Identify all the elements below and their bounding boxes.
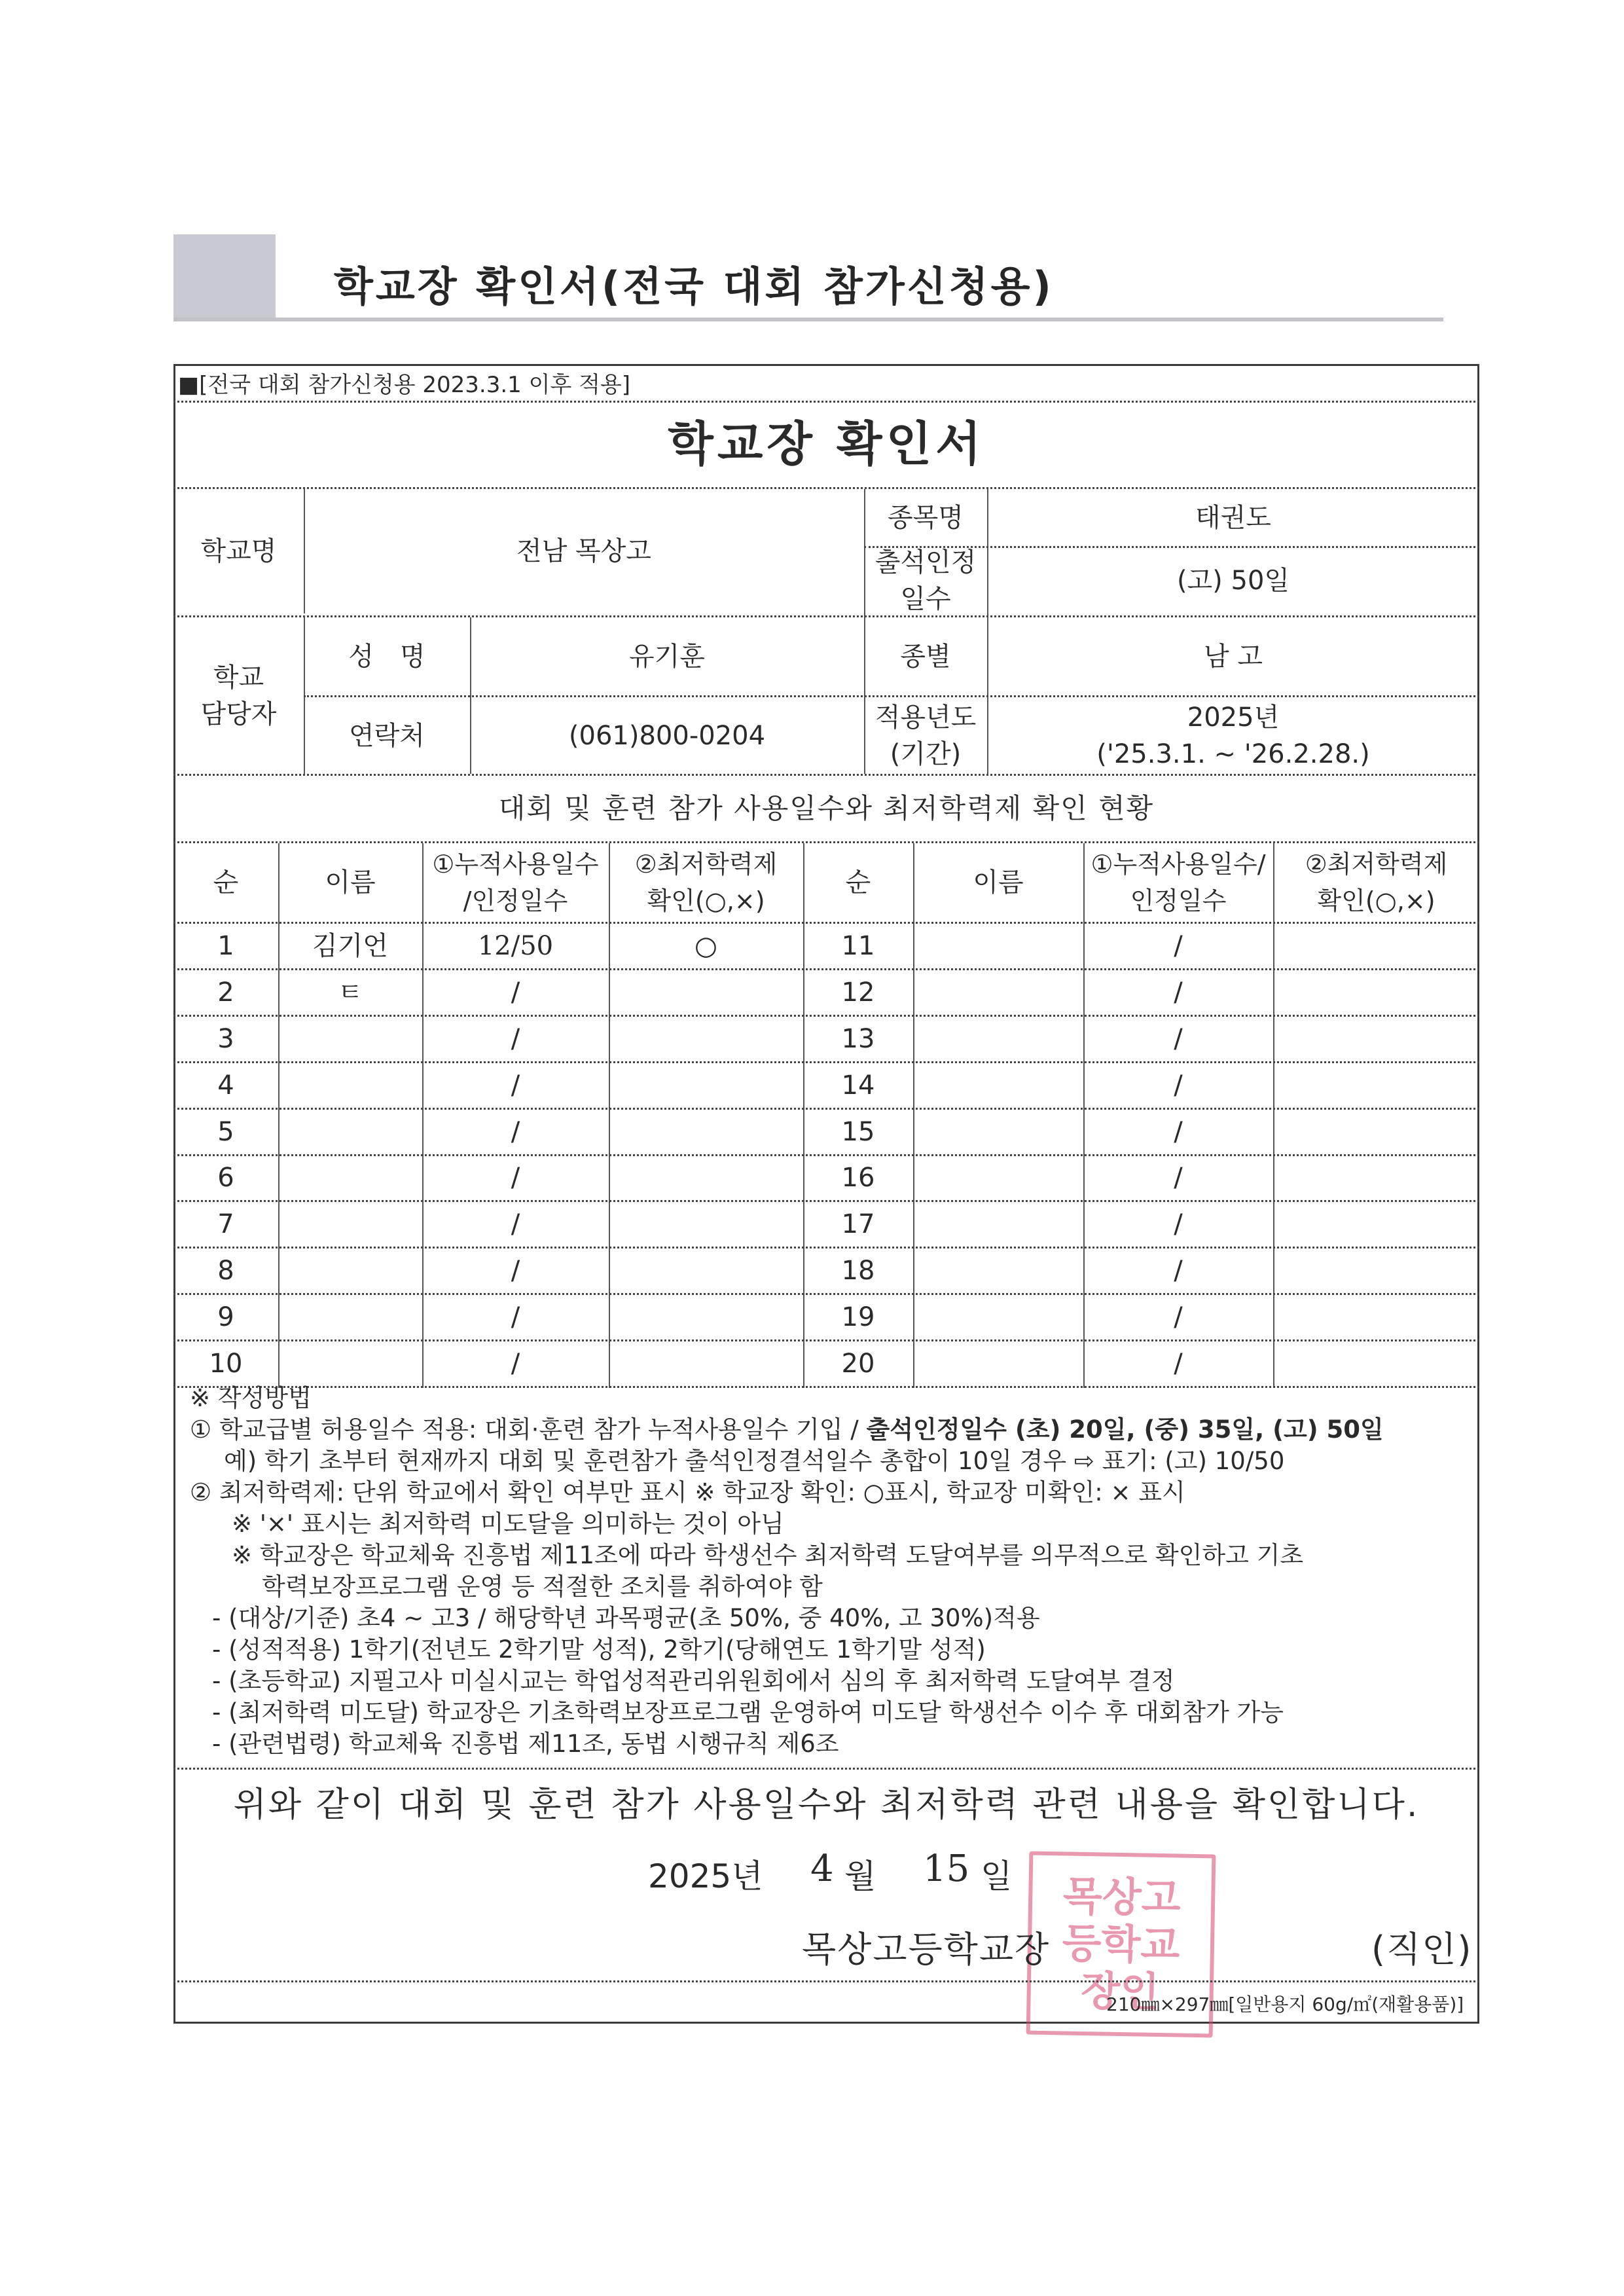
note-9: - (관련법령) 학교체육 진흥법 제11조, 동법 시행규칙 제6조 — [212, 1730, 839, 1758]
cell-check — [1273, 1156, 1479, 1201]
cell-no: 17 — [841, 1209, 875, 1240]
contact-label: 연락처 — [349, 720, 425, 751]
cell-check — [609, 1156, 803, 1201]
date-month: 4 — [810, 1848, 834, 1890]
staff-label-line1: 학교 — [213, 662, 264, 693]
cell-days: / — [1174, 1070, 1183, 1101]
contact-value: (061)800-0204 — [568, 720, 766, 751]
cell-days: / — [511, 1163, 520, 1194]
cell-check — [609, 1063, 803, 1108]
cell-days: / — [1174, 1209, 1183, 1240]
cell-check — [1273, 1017, 1479, 1061]
cell-no: 16 — [841, 1163, 875, 1194]
cell-days: / — [511, 1023, 520, 1054]
cell-no: 6 — [217, 1163, 234, 1194]
cell-name — [913, 1110, 1083, 1154]
seal-label: (직인) — [1371, 1929, 1473, 1970]
row-divider — [173, 1061, 1479, 1063]
cell-name — [278, 1063, 422, 1108]
staff-name-label: 성 명 — [348, 641, 425, 672]
row-divider — [173, 1154, 1479, 1156]
cell-check — [609, 1110, 803, 1154]
year-value-period: ('25.3.1. ~ '26.2.28.) — [1096, 738, 1370, 769]
cell-check — [1273, 1248, 1479, 1293]
note-3: ※ '×' 표시는 최저학력 미도달을 의미하는 것이 아님 — [232, 1510, 784, 1538]
cell-days: 12/50 — [477, 930, 554, 961]
category-value: 남 고 — [1204, 641, 1263, 672]
cell-no: 3 — [217, 1023, 234, 1054]
note-4-cont: 학력보장프로그램 운영 등 적절한 조치를 취하여야 함 — [262, 1573, 823, 1601]
cell-no: 1 — [217, 930, 234, 961]
cell-no: 12 — [841, 977, 875, 1008]
cell-name — [913, 1295, 1083, 1339]
cell-name — [278, 1248, 422, 1293]
row-divider — [173, 968, 1479, 970]
instructions — [190, 1383, 1473, 1760]
cell-days: / — [511, 1209, 520, 1240]
cell-name: ㅌ — [337, 977, 363, 1008]
cell-days: / — [1174, 930, 1183, 961]
paper-spec-footer: 210㎜×297㎜[일반용지 60g/㎡(재활용품)] — [1106, 1994, 1464, 2015]
sport-label: 종목명 — [888, 502, 964, 533]
cell-name — [278, 1017, 422, 1061]
divider — [173, 1980, 1479, 1982]
date-month-unit: 월 — [844, 1857, 876, 1895]
cell-name — [913, 1156, 1083, 1201]
cell-name: 김기언 — [312, 930, 388, 961]
cell-days: / — [511, 1302, 520, 1333]
date-day-unit: 일 — [981, 1857, 1013, 1895]
attendance-days-value: (고) 50일 — [1176, 566, 1290, 596]
note-1-example: 예) 학기 초부터 현재까지 대회 및 훈련참가 출석인정결석일수 총합이 10일 경우 ⇨ 표기: (고) 10/50 — [224, 1447, 1285, 1475]
col-header-days-right-line1: ①누적사용일수/ — [1091, 850, 1266, 879]
cell-days: / — [1174, 1256, 1183, 1286]
row-divider — [173, 1293, 1479, 1295]
cell-check — [1273, 1341, 1479, 1386]
cell-no: 13 — [841, 1023, 875, 1054]
form-title: 학교장 확인서 — [668, 416, 985, 471]
year-label-line2: (기간) — [890, 738, 962, 769]
note-4: ※ 학교장은 학교체육 진흥법 제11조에 따라 학생선수 최저학력 도달여부를 의무적으로 확인하고 기초 — [232, 1541, 1304, 1569]
sport-value: 태권도 — [1195, 502, 1271, 533]
cell-check — [1273, 970, 1479, 1015]
year-value-year: 2025년 — [1187, 702, 1280, 733]
cell-no: 18 — [841, 1256, 875, 1286]
cell-name — [278, 1295, 422, 1339]
cell-check: ○ — [695, 930, 717, 961]
document-header-title: 학교장 확인서(전국 대회 참가신청용) — [334, 263, 1054, 310]
cell-name — [913, 970, 1083, 1015]
section-title: 대회 및 훈련 참가 사용일수와 최저학력제 확인 현황 — [498, 792, 1155, 824]
staff-label-line2: 담당자 — [200, 699, 277, 729]
cell-check — [609, 970, 803, 1015]
cell-no: 4 — [217, 1070, 234, 1101]
cell-name — [278, 1341, 422, 1386]
cell-no: 14 — [841, 1070, 875, 1101]
category-label: 종별 — [900, 641, 951, 672]
cell-check — [1273, 924, 1479, 968]
school-name-label: 학교명 — [200, 536, 277, 566]
note-5: - (대상/기준) 초4 ~ 고3 / 해당학년 과목평균(초 50%, 중 40%, 고 30%)적용 — [212, 1604, 1040, 1632]
cell-check — [1273, 1110, 1479, 1154]
cell-days: / — [511, 1116, 520, 1147]
cell-days: / — [511, 1349, 520, 1379]
col-header-days-right-line2: 인정일수 — [1130, 886, 1227, 915]
cell-name — [913, 1017, 1083, 1061]
cell-name — [278, 1110, 422, 1154]
col-header-days-right — [1083, 843, 1273, 922]
cell-no: 2 — [217, 977, 234, 1008]
cell-days: / — [511, 1070, 520, 1101]
school-name-value: 전남 목상고 — [516, 536, 651, 566]
staff-name-value: 유기훈 — [629, 641, 705, 672]
cell-no: 7 — [217, 1209, 234, 1240]
col-header-name-right: 이름 — [973, 867, 1024, 898]
note-6: - (성적적용) 1학기(전년도 2학기말 성적), 2학기(당해연도 1학기말 성적) — [212, 1635, 986, 1664]
note-7: - (초등학교) 지필고사 미실시교는 학업성적관리위원회에서 심의 후 최저학력 도달여부 결정 — [212, 1667, 1175, 1695]
cell-name — [913, 1063, 1083, 1108]
col-header-no: 순 — [213, 867, 239, 898]
year-label — [864, 697, 987, 774]
cell-no: 9 — [217, 1302, 234, 1333]
row-divider — [173, 1200, 1479, 1202]
notes-heading: ※ 작성방법 — [190, 1384, 312, 1412]
col-header-check-right-line1: ②최저학력제 — [1305, 850, 1448, 879]
col-header-days-line2: /인정일수 — [463, 886, 568, 915]
divider — [173, 401, 1479, 403]
col-header-no-right: 순 — [845, 867, 871, 898]
date-day: 15 — [923, 1848, 970, 1890]
col-header-check-right — [1273, 843, 1479, 922]
cell-no: 19 — [841, 1302, 875, 1333]
header-decor-block — [173, 234, 276, 321]
cell-name — [278, 1156, 422, 1201]
cell-check — [1273, 1295, 1479, 1339]
col-header-check-right-line2: 확인(○,×) — [1317, 886, 1435, 915]
cell-days: / — [511, 977, 520, 1008]
note-1-bold: 출석인정일수 (초) 20일, (중) 35일, (고) 50일 — [866, 1415, 1384, 1444]
row-divider — [173, 1108, 1479, 1110]
attendance-label-line1: 출석인정 — [875, 547, 977, 577]
principal-name: 목상고등학교장 — [802, 1929, 1051, 1970]
cell-days: / — [1174, 1023, 1183, 1054]
row-divider — [173, 1339, 1479, 1341]
year-value — [987, 697, 1479, 774]
cell-no: 5 — [217, 1116, 234, 1147]
cell-no: 20 — [841, 1349, 875, 1379]
col-header-days — [422, 843, 609, 922]
cell-check — [609, 1202, 803, 1247]
date-year: 2025년 — [648, 1857, 763, 1895]
col-header-name: 이름 — [325, 867, 376, 898]
cell-days: / — [1174, 1349, 1183, 1379]
cell-name — [913, 1248, 1083, 1293]
cell-days: / — [511, 1256, 520, 1286]
cell-check — [1273, 1063, 1479, 1108]
attendance-label — [864, 548, 987, 613]
cell-no: 10 — [209, 1349, 243, 1379]
note-1 — [190, 1414, 1473, 1446]
confirmation-statement: 위와 같이 대회 및 훈련 참가 사용일수와 최저학력 관련 내용을 확인합니다. — [233, 1785, 1420, 1825]
col-header-check — [609, 843, 803, 922]
col-header-check-line2: 확인(○,×) — [647, 886, 765, 915]
row-divider — [173, 1247, 1479, 1248]
cell-name — [913, 1202, 1083, 1247]
attendance-label-line2: 일수 — [900, 584, 951, 614]
cell-name — [278, 1202, 422, 1247]
header-rule — [173, 318, 1443, 321]
staff-label — [173, 617, 304, 774]
year-label-line1: 적용년도 — [875, 702, 977, 733]
cell-name — [913, 924, 1083, 968]
cell-check — [609, 1017, 803, 1061]
cell-days: / — [1174, 977, 1183, 1008]
cell-no: 8 — [217, 1256, 234, 1286]
cell-check — [609, 1248, 803, 1293]
cell-name — [913, 1341, 1083, 1386]
cell-days: / — [1174, 1302, 1183, 1333]
cell-check — [609, 1295, 803, 1339]
form-tag: ■[전국 대회 참가신청용 2023.3.1 이후 적용] — [178, 372, 631, 398]
note-2: ② 최저학력제: 단위 학교에서 확인 여부만 표시 ※ 학교장 확인: ○표시, 학교장 미확인: × 표시 — [190, 1478, 1185, 1506]
cell-days: / — [1174, 1116, 1183, 1147]
col-header-check-line1: ②최저학력제 — [634, 850, 778, 879]
cell-check — [609, 1341, 803, 1386]
cell-no: 11 — [841, 930, 875, 961]
note-1-text: ① 학교급별 허용일수 적용: 대회·훈련 참가 누적사용일수 기입 / — [190, 1415, 867, 1444]
school-seal-text: 목상고등학교장인 — [1062, 1872, 1182, 2016]
cell-days: / — [1174, 1163, 1183, 1194]
divider — [173, 1768, 1479, 1770]
cell-check — [1273, 1202, 1479, 1247]
row-divider — [173, 1015, 1479, 1017]
note-8: - (최저학력 미도달) 학교장은 기초학력보장프로그램 운영하여 미도달 학생선수 이수 후 대회참가 가능 — [212, 1698, 1284, 1726]
cell-no: 15 — [841, 1116, 875, 1147]
col-header-days-line1: ①누적사용일수 — [432, 850, 599, 879]
